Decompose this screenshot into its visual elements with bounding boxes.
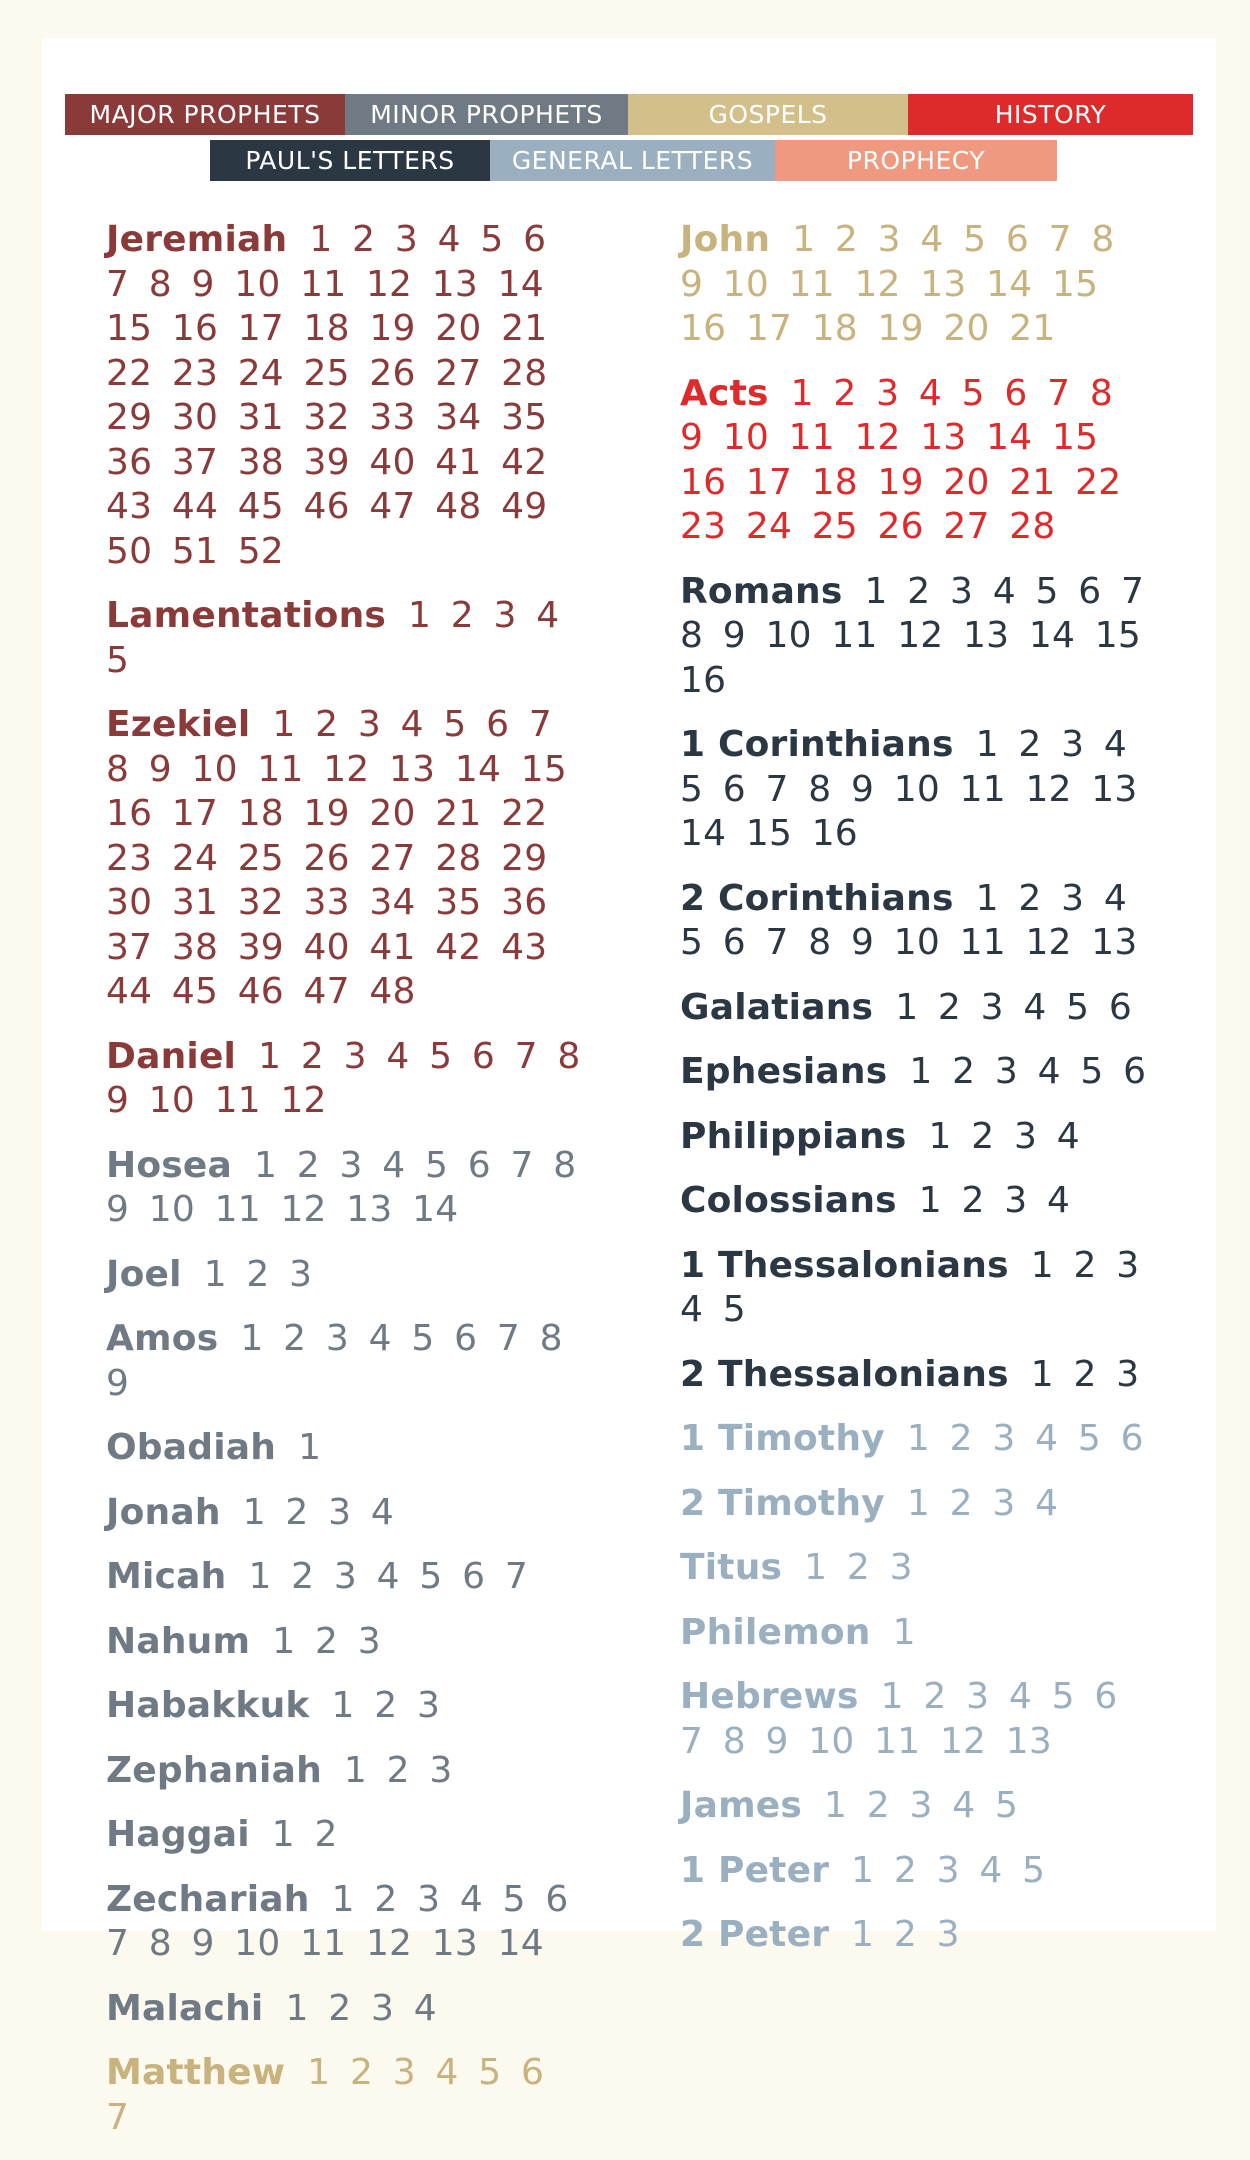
book-name: 2 Thessalonians (680, 1353, 1009, 1395)
book-2-timothy (680, 1482, 1155, 1527)
chapter-numbers: 1 2 3 (1030, 1353, 1140, 1395)
book-galatians (680, 986, 1155, 1031)
book-2-thessalonians (680, 1353, 1155, 1398)
chapter-numbers: 1 2 3 4 5 6 7 8 9 10 11 12 13 14 15 16 (680, 724, 1138, 854)
chapter-numbers: 1 2 3 4 5 (680, 1244, 1140, 1330)
book-name: 2 Corinthians (680, 877, 954, 919)
legend-row-1 (65, 94, 1193, 135)
book-name: Philemon (680, 1611, 871, 1653)
book-2-peter (680, 1913, 1155, 1958)
book-1-timothy (680, 1417, 1155, 1462)
book-name: Matthew (106, 2052, 286, 2093)
chapter-numbers: 1 2 3 4 5 6 7 8 9 10 11 12 13 14 15 16 (680, 570, 1145, 701)
legend-major-prophets: MAJOR PROPHETS (65, 94, 345, 135)
book-name: Haggai (106, 1814, 250, 1855)
book-james (680, 1784, 1155, 1829)
chapter-numbers: 1 2 3 4 5 6 (895, 986, 1133, 1028)
chapter-numbers: 1 2 3 4 5 (851, 1849, 1046, 1891)
book-name: Joel (106, 1253, 182, 1295)
chapter-numbers: 1 2 3 4 (906, 1482, 1059, 1524)
chapter-numbers: 1 2 3 4 5 6 7 8 9 (106, 1318, 563, 1404)
book-name: Lamentations (106, 595, 387, 636)
book-haggai (106, 1813, 584, 1858)
book-name: James (680, 1785, 803, 1826)
book-micah (106, 1555, 584, 1600)
book-zephaniah (106, 1749, 584, 1794)
chapter-numbers: 1 2 3 4 5 6 (906, 1418, 1144, 1459)
chapter-numbers: 1 2 3 (331, 1685, 441, 1726)
book-1-corinthians (680, 723, 1155, 857)
chapter-numbers: 1 2 3 (343, 1749, 453, 1791)
book-name: Galatians (680, 986, 874, 1028)
book-name: Jeremiah (106, 219, 288, 260)
book-name: Micah (106, 1556, 227, 1597)
book-name: Zephaniah (106, 1749, 322, 1791)
chapter-numbers: 1 2 3 4 5 6 7 8 9 10 11 12 13 14 (106, 1144, 577, 1230)
chapter-numbers: 1 2 3 (203, 1253, 313, 1295)
chapter-numbers: 1 2 3 4 5 (824, 1785, 1019, 1826)
legend-pauls-letters: PAUL'S LETTERS (210, 140, 490, 181)
book-jeremiah (106, 218, 584, 574)
chapter-numbers: 1 2 3 4 5 6 7 (248, 1556, 529, 1597)
book-name: John (680, 219, 771, 260)
book-2-corinthians (680, 877, 1155, 966)
book-name: Hebrews (680, 1676, 859, 1717)
book-malachi (106, 1987, 584, 2032)
chapter-numbers: 1 (892, 1611, 916, 1653)
book-joel (106, 1253, 584, 1298)
book-name: Jonah (106, 1491, 221, 1533)
book-acts (680, 372, 1155, 550)
book-name: Ephesians (680, 1051, 888, 1092)
chapter-numbers: 1 (298, 1427, 322, 1468)
book-name: Acts (680, 372, 769, 414)
chapter-numbers: 1 2 3 4 5 6 7 8 9 10 11 12 13 (680, 1676, 1118, 1762)
chapter-numbers: 1 2 3 4 5 6 7 8 9 10 11 12 13 14 15 16 17 18 19 20 21 22 23 24 25 26 27 28 29 30 31 32 33 34 35 36 37 38 39 40 41 42 43 44 45 46 47 48 49 50 51 52 (106, 219, 548, 572)
book-name: Philippians (680, 1115, 907, 1157)
book-name: Obadiah (106, 1427, 277, 1468)
book-zechariah (106, 1878, 584, 1967)
book-name: Zechariah (106, 1878, 310, 1920)
legend-general-letters: GENERAL LETTERS (490, 140, 775, 181)
book-1-thessalonians (680, 1244, 1155, 1333)
book-philippians (680, 1115, 1155, 1160)
chapter-numbers: 1 2 3 4 5 6 7 8 9 10 11 12 13 14 15 16 17 18 19 20 21 (680, 219, 1115, 349)
chapter-numbers: 1 2 3 4 5 6 7 8 9 10 11 12 13 14 15 16 17 18 19 20 21 22 23 24 25 26 27 28 (680, 372, 1122, 547)
book-name: Amos (106, 1318, 219, 1359)
book-philemon (680, 1611, 1155, 1656)
chapter-numbers: 1 2 3 4 (928, 1115, 1080, 1157)
book-name: 2 Timothy (680, 1482, 885, 1524)
chapter-numbers: 1 2 3 4 5 (106, 595, 560, 681)
book-hosea (106, 1144, 584, 1233)
book-ephesians (680, 1050, 1155, 1095)
legend-minor-prophets: MINOR PROPHETS (345, 94, 628, 135)
book-name: Titus (680, 1547, 783, 1588)
right-column (680, 218, 1155, 1978)
book-ezekiel (106, 703, 584, 1015)
book-john (680, 218, 1155, 352)
left-column (106, 218, 584, 2160)
book-name: 1 Corinthians (680, 724, 954, 765)
book-name: Daniel (106, 1035, 237, 1077)
book-amos (106, 1317, 584, 1406)
book-name: 2 Peter (680, 1914, 830, 1955)
chapter-numbers: 1 2 3 (851, 1914, 960, 1955)
book-nahum (106, 1620, 584, 1665)
chapter-numbers: 1 2 3 4 5 6 7 (106, 2052, 545, 2138)
chapter-numbers: 1 2 3 4 5 6 7 8 9 10 11 12 13 14 (106, 1878, 569, 1964)
chapter-numbers: 1 2 3 4 5 6 7 8 9 10 11 12 (106, 1035, 581, 1121)
legend-prophecy: PROPHECY (775, 140, 1057, 181)
book-name: Malachi (106, 1987, 264, 2029)
book-name: 1 Timothy (680, 1418, 885, 1459)
book-name: Nahum (106, 1620, 251, 1662)
legend-row-2 (210, 140, 1057, 181)
legend-history: HISTORY (908, 94, 1193, 135)
book-hebrews (680, 1675, 1155, 1764)
chapter-numbers: 1 2 3 4 (242, 1491, 395, 1533)
book-daniel (106, 1035, 584, 1124)
book-name: Hosea (106, 1144, 232, 1186)
book-habakkuk (106, 1684, 584, 1729)
book-titus (680, 1546, 1155, 1591)
chapter-numbers: 1 2 3 (272, 1620, 381, 1662)
chapter-numbers: 1 2 3 4 (285, 1987, 437, 2029)
book-name: 1 Thessalonians (680, 1244, 1009, 1286)
chapter-numbers: 1 2 3 4 5 6 7 8 9 10 11 12 13 (680, 877, 1138, 963)
book-name: 1 Peter (680, 1849, 830, 1891)
book-lamentations (106, 594, 584, 683)
legend-gospels: GOSPELS (628, 94, 908, 135)
book-name: Colossians (680, 1180, 897, 1221)
chapter-numbers: 1 2 3 4 5 6 7 8 9 10 11 12 13 14 15 16 17 18 19 20 21 22 23 24 25 26 27 28 29 30 31 32 33 34 35 36 37 38 39 40 41 42 43 44 45 46 47 48 (106, 704, 567, 1012)
chapter-numbers: 1 2 3 4 (918, 1180, 1071, 1221)
book-matthew (106, 2051, 584, 2140)
book-obadiah (106, 1426, 584, 1471)
chapter-numbers: 1 2 3 (804, 1547, 913, 1588)
book-name: Ezekiel (106, 704, 251, 745)
book-colossians (680, 1179, 1155, 1224)
book-name: Habakkuk (106, 1685, 310, 1726)
book-jonah (106, 1491, 584, 1536)
book-romans (680, 570, 1155, 704)
chapter-numbers: 1 2 3 4 5 6 (909, 1051, 1147, 1092)
chapter-numbers: 1 2 (271, 1814, 338, 1855)
book-name: Romans (680, 570, 843, 612)
book-1-peter (680, 1849, 1155, 1894)
